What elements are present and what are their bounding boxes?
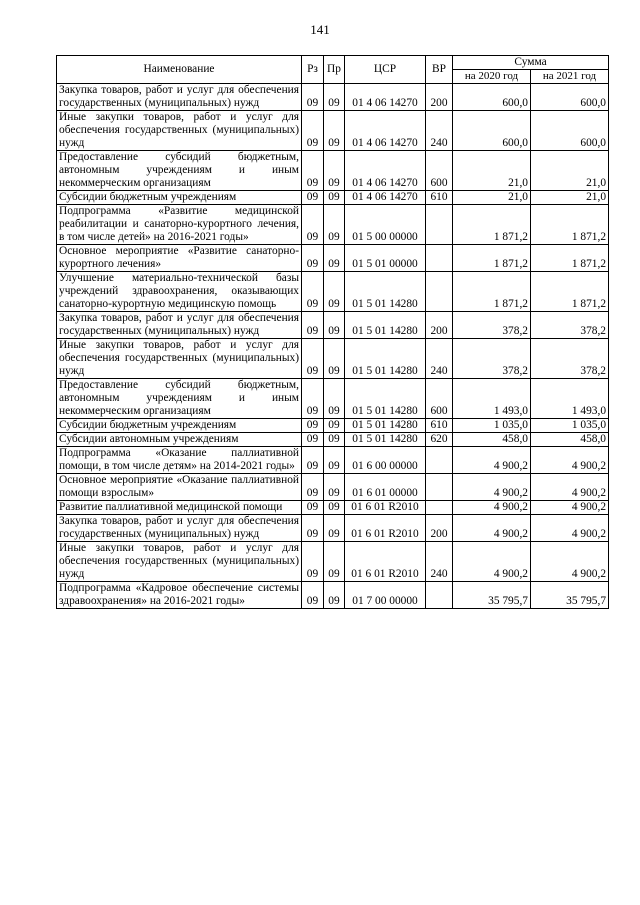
cell-s2021: 4 900,2 [531, 447, 609, 474]
cell-csr: 01 7 00 00000 [345, 582, 426, 609]
cell-vr: 600 [426, 151, 453, 191]
header-csr: ЦСР [345, 56, 426, 84]
cell-pr: 09 [324, 272, 345, 312]
table-row [57, 433, 609, 447]
cell-s2020: 378,2 [453, 312, 531, 339]
cell-vr: 200 [426, 515, 453, 542]
cell-name: Подпрограмма «Оказание паллиативной помощи, в том числе детям» на 2014-2021 годы» [57, 447, 302, 474]
cell-csr: 01 6 00 00000 [345, 447, 426, 474]
cell-csr: 01 5 01 14280 [345, 339, 426, 379]
cell-rz: 09 [302, 515, 324, 542]
cell-pr: 09 [324, 433, 345, 447]
cell-pr: 09 [324, 111, 345, 151]
budget-table [56, 55, 609, 609]
cell-s2020: 1 871,2 [453, 205, 531, 245]
cell-s2020: 4 900,2 [453, 501, 531, 515]
cell-pr: 09 [324, 151, 345, 191]
cell-s2021: 21,0 [531, 151, 609, 191]
cell-rz: 09 [302, 419, 324, 433]
cell-rz: 09 [302, 191, 324, 205]
cell-name: Предоставление субсидий бюджетным, автономным учреждениям и иным некоммерческим организациям [57, 379, 302, 419]
cell-csr: 01 4 06 14270 [345, 191, 426, 205]
cell-name: Подпрограмма «Кадровое обеспечение системы здравоохранения» на 2016-2021 годы» [57, 582, 302, 609]
cell-csr: 01 5 01 14280 [345, 419, 426, 433]
cell-pr: 09 [324, 582, 345, 609]
cell-s2020: 1 871,2 [453, 272, 531, 312]
table-row [57, 151, 609, 191]
cell-csr: 01 6 01 00000 [345, 474, 426, 501]
table-row [57, 447, 609, 474]
cell-name: Субсидии бюджетным учреждениям [57, 191, 302, 205]
header-name: Наименование [57, 56, 302, 84]
cell-pr: 09 [324, 84, 345, 111]
cell-s2020: 4 900,2 [453, 474, 531, 501]
cell-s2021: 4 900,2 [531, 501, 609, 515]
cell-pr: 09 [324, 245, 345, 272]
cell-s2020: 4 900,2 [453, 542, 531, 582]
cell-s2021: 1 035,0 [531, 419, 609, 433]
cell-name: Предоставление субсидий бюджетным, автономным учреждениям и иным некоммерческим организациям [57, 151, 302, 191]
cell-rz: 09 [302, 582, 324, 609]
header-pr: Пр [324, 56, 345, 84]
cell-s2021: 4 900,2 [531, 474, 609, 501]
cell-name: Иные закупки товаров, работ и услуг для обеспечения государственных (муниципальных) нужд [57, 339, 302, 379]
table-row [57, 205, 609, 245]
cell-csr: 01 4 06 14270 [345, 84, 426, 111]
cell-rz: 09 [302, 542, 324, 582]
header-year-2020: на 2020 год [453, 70, 531, 84]
cell-s2020: 4 900,2 [453, 447, 531, 474]
page-number: 141 [310, 22, 330, 37]
cell-vr [426, 582, 453, 609]
table-row [57, 501, 609, 515]
cell-name: Субсидии бюджетным учреждениям [57, 419, 302, 433]
cell-vr: 240 [426, 542, 453, 582]
cell-vr: 610 [426, 191, 453, 205]
cell-rz: 09 [302, 111, 324, 151]
cell-s2021: 600,0 [531, 111, 609, 151]
cell-vr [426, 474, 453, 501]
cell-rz: 09 [302, 272, 324, 312]
cell-rz: 09 [302, 245, 324, 272]
cell-vr: 240 [426, 111, 453, 151]
cell-s2021: 4 900,2 [531, 515, 609, 542]
cell-csr: 01 4 06 14270 [345, 151, 426, 191]
table-row [57, 84, 609, 111]
cell-s2020: 21,0 [453, 151, 531, 191]
cell-rz: 09 [302, 501, 324, 515]
table-row [57, 191, 609, 205]
cell-pr: 09 [324, 515, 345, 542]
cell-s2021: 35 795,7 [531, 582, 609, 609]
cell-csr: 01 5 01 14280 [345, 272, 426, 312]
table-row [57, 245, 609, 272]
table-row [57, 474, 609, 501]
cell-s2020: 378,2 [453, 339, 531, 379]
cell-vr [426, 205, 453, 245]
cell-vr [426, 272, 453, 312]
cell-s2020: 600,0 [453, 84, 531, 111]
cell-name: Субсидии автономным учреждениям [57, 433, 302, 447]
cell-pr: 09 [324, 339, 345, 379]
cell-rz: 09 [302, 474, 324, 501]
table-row [57, 379, 609, 419]
cell-pr: 09 [324, 419, 345, 433]
cell-vr: 610 [426, 419, 453, 433]
cell-csr: 01 5 01 14280 [345, 312, 426, 339]
cell-pr: 09 [324, 474, 345, 501]
cell-csr: 01 5 01 14280 [345, 433, 426, 447]
cell-vr [426, 245, 453, 272]
cell-s2021: 1 871,2 [531, 245, 609, 272]
cell-vr: 620 [426, 433, 453, 447]
cell-rz: 09 [302, 447, 324, 474]
cell-s2020: 21,0 [453, 191, 531, 205]
cell-s2021: 600,0 [531, 84, 609, 111]
table-row [57, 419, 609, 433]
cell-name: Основное мероприятие «Развитие санаторно-курортного лечения» [57, 245, 302, 272]
cell-name: Улучшение материально-технической базы учреждений здравоохранения, оказывающих санаторно-курортную медицинскую помощь [57, 272, 302, 312]
cell-s2020: 1 871,2 [453, 245, 531, 272]
header-sum: Сумма [453, 56, 609, 70]
cell-s2020: 1 493,0 [453, 379, 531, 419]
cell-name: Основное мероприятие «Оказание паллиативной помощи взрослым» [57, 474, 302, 501]
table-row [57, 272, 609, 312]
cell-csr: 01 6 01 R2010 [345, 501, 426, 515]
table-row [57, 515, 609, 542]
cell-vr: 600 [426, 379, 453, 419]
header-rz: Рз [302, 56, 324, 84]
cell-rz: 09 [302, 151, 324, 191]
cell-csr: 01 4 06 14270 [345, 111, 426, 151]
table-row [57, 111, 609, 151]
cell-name: Подпрограмма «Развитие медицинской реабилитации и санаторно-курортного лечения, в том числе детей» на 2016-2021 годы» [57, 205, 302, 245]
cell-pr: 09 [324, 191, 345, 205]
cell-s2021: 1 493,0 [531, 379, 609, 419]
cell-rz: 09 [302, 205, 324, 245]
cell-s2021: 1 871,2 [531, 272, 609, 312]
cell-name: Развитие паллиативной медицинской помощи [57, 501, 302, 515]
cell-vr [426, 447, 453, 474]
cell-s2020: 600,0 [453, 111, 531, 151]
cell-s2021: 378,2 [531, 312, 609, 339]
cell-pr: 09 [324, 379, 345, 419]
cell-rz: 09 [302, 84, 324, 111]
cell-vr: 200 [426, 84, 453, 111]
cell-csr: 01 5 01 14280 [345, 379, 426, 419]
cell-name: Закупка товаров, работ и услуг для обеспечения государственных (муниципальных) нужд [57, 84, 302, 111]
cell-name: Иные закупки товаров, работ и услуг для обеспечения государственных (муниципальных) нужд [57, 111, 302, 151]
cell-csr: 01 5 01 00000 [345, 245, 426, 272]
cell-pr: 09 [324, 542, 345, 582]
cell-s2020: 35 795,7 [453, 582, 531, 609]
cell-csr: 01 5 00 00000 [345, 205, 426, 245]
cell-vr: 240 [426, 339, 453, 379]
cell-s2021: 378,2 [531, 339, 609, 379]
cell-s2020: 458,0 [453, 433, 531, 447]
cell-csr: 01 6 01 R2010 [345, 515, 426, 542]
cell-s2021: 21,0 [531, 191, 609, 205]
table-row [57, 582, 609, 609]
table-row [57, 339, 609, 379]
cell-s2020: 1 035,0 [453, 419, 531, 433]
cell-rz: 09 [302, 433, 324, 447]
cell-vr: 200 [426, 312, 453, 339]
cell-pr: 09 [324, 312, 345, 339]
cell-name: Закупка товаров, работ и услуг для обеспечения государственных (муниципальных) нужд [57, 312, 302, 339]
cell-vr [426, 501, 453, 515]
cell-pr: 09 [324, 205, 345, 245]
cell-name: Иные закупки товаров, работ и услуг для обеспечения государственных (муниципальных) нужд [57, 542, 302, 582]
table-body [57, 84, 609, 609]
cell-name: Закупка товаров, работ и услуг для обеспечения государственных (муниципальных) нужд [57, 515, 302, 542]
cell-pr: 09 [324, 447, 345, 474]
cell-rz: 09 [302, 379, 324, 419]
cell-s2021: 458,0 [531, 433, 609, 447]
header-vr: ВР [426, 56, 453, 84]
cell-rz: 09 [302, 312, 324, 339]
cell-pr: 09 [324, 501, 345, 515]
header-year-2021: на 2021 год [531, 70, 609, 84]
cell-rz: 09 [302, 339, 324, 379]
cell-csr: 01 6 01 R2010 [345, 542, 426, 582]
cell-s2020: 4 900,2 [453, 515, 531, 542]
cell-s2021: 1 871,2 [531, 205, 609, 245]
cell-s2021: 4 900,2 [531, 542, 609, 582]
table-row [57, 542, 609, 582]
table-row [57, 312, 609, 339]
